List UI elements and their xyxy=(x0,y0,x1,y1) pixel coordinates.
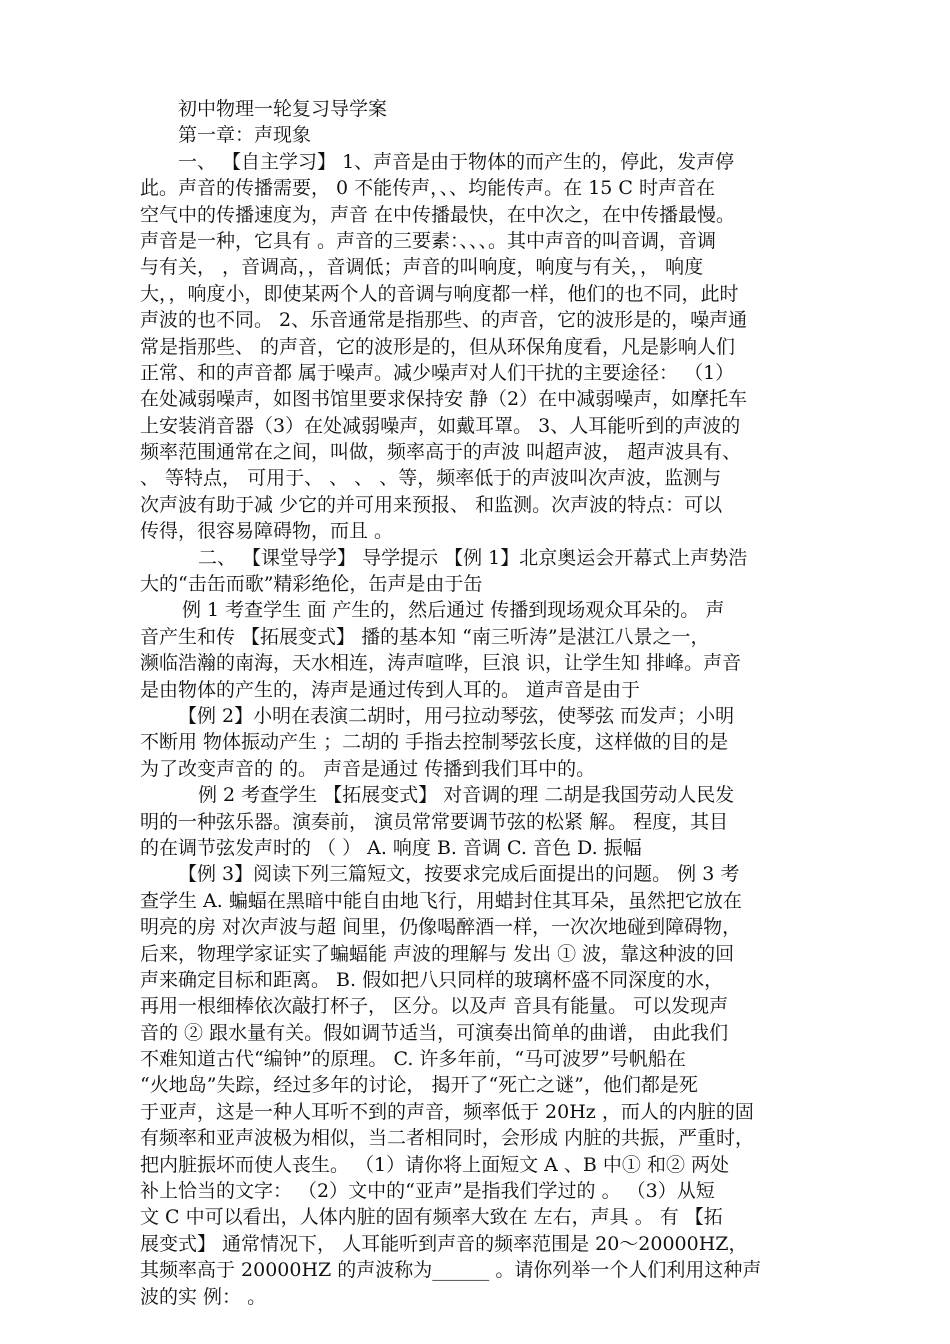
text-line: 例 1 考查学生 面 产生的，然后通过 传播到现场观众耳朵的。 声 xyxy=(182,599,725,622)
text-line: 不难知道古代“编钟”的原理。 C. 许多年前，“马可波罗”号帆船在 xyxy=(140,1048,686,1071)
text-line: 声音是一种，它具有 。声音的三要素：、、、。其中声音的叫音调，音调 xyxy=(140,229,717,252)
text-line: 明亮的房 对次声波与超 间里，仍像喝醉酒一样，一次次地碰到障碍物， xyxy=(140,916,742,939)
text-line: 频率范围通常在之间，叫做，频率高于的声波 叫超声波， 超声波具有、 xyxy=(140,441,742,464)
text-line: 查学生 A. 蝙蝠在黑暗中能自由地飞行，用蜡封住其耳朵，虽然把它放在 xyxy=(140,889,742,912)
text-line: 展变式】 通常情况下， 人耳能听到声音的频率范围是 20～20000HZ， xyxy=(140,1232,748,1255)
text-line: 大，，响度小，即使某两个人的音调与响度都一样，他们的也不同，此时 xyxy=(140,282,739,305)
text-line: 其频率高于 20000HZ 的声波称为______ 。请你列举一个人们利用这种声 xyxy=(140,1259,762,1282)
text-line: 例 2 考查学生 【拓展变式】 对音调的理 二胡是我国劳动人民发 xyxy=(198,784,735,807)
text-line: 明的一种弦乐器。演奏前， 演员常常要调节弦的松紧 解。 程度，其目 xyxy=(140,810,729,833)
text-line: 大的“击缶而歌”精彩绝伦，缶声是由于缶 xyxy=(140,573,483,596)
text-line: 次声波有助于减 少它的并可用来预报、 和监测。次声波的特点：可以 xyxy=(140,493,723,516)
text-line: 波的实 例： 。 xyxy=(140,1285,267,1308)
text-line: 在处减弱噪声，如图书馆里要求保持安 静（2）在中减弱噪声，如摩托车 xyxy=(140,388,748,411)
text-line: 是由物体的产生的，涛声是通过传到人耳的。 道声音是由于 xyxy=(140,678,641,701)
text-line: 的在调节弦发声时的 （ ） A. 响度 B. 音调 C. 音色 D. 振幅 xyxy=(140,836,642,859)
text-line: 濒临浩瀚的南海，天水相连，涛声喧哗，巨浪 识，让学生知 排峰。声音 xyxy=(140,652,742,675)
text-line: 【例 2】小明在表演二胡时，用弓拉动琴弦，使琴弦 而发声；小明 xyxy=(178,704,735,727)
document-body xyxy=(140,96,862,1310)
text-line: 声波的也不同。 2、乐音通常是指那些、的声音，它的波形是的，噪声通 xyxy=(140,309,748,332)
text-line: 把内脏振坏而使人丧生。 （1）请你将上面短文 A 、B 中① 和② 两处 xyxy=(140,1153,730,1176)
text-line: 、 等特点， 可用于、 、 、 、等，频率低于的声波叫次声波，监测与 xyxy=(140,467,722,490)
text-line: 常是指那些、 的声音，它的波形是的，但从环保角度看，凡是影响人们 xyxy=(140,335,736,358)
text-line: 传得，很容易障碍物，而且 。 xyxy=(140,520,394,543)
document-title: 初中物理一轮复习导学案 xyxy=(178,98,388,120)
text-line: 补上恰当的文字： （2）文中的“亚声”是指我们学过的 。 （3）从短 xyxy=(140,1180,715,1203)
text-line: 与有关， ，音调高，，音调低；声音的叫响度，响度与有关，， 响度 xyxy=(140,256,704,279)
text-line: “火地岛”失踪，经过多年的讨论， 揭开了“死亡之谜”，他们都是死 xyxy=(140,1074,698,1097)
text-line: 文 C 中可以看出，人体内脏的固有频率大致在 左右，声具 。 有 【拓 xyxy=(140,1206,723,1229)
text-line: 空气中的传播速度为，声音 在中传播最快，在中次之，在中传播最慢。 xyxy=(140,203,736,226)
text-line: 此。声音的传播需要， 0 不能传声，、、均能传声。在 15 C 时声音在 xyxy=(140,177,716,200)
chapter-heading: 第一章：声现象 xyxy=(178,124,312,147)
text-line: 不断用 物体振动产生 ；二胡的 手指去控制琴弦长度，这样做的目的是 xyxy=(140,731,729,754)
text-line: 后来，物理学家证实了蝙蝠能 声波的理解与 发出 ① 波，靠这种波的回 xyxy=(140,942,735,965)
text-line: 声来确定目标和距离。 B. 假如把八只同样的玻璃杯盛不同深度的水， xyxy=(140,968,724,991)
text-line: 音的 ② 跟水量有关。假如调节适当，可演奏出简单的曲谱， 由此我们 xyxy=(140,1021,729,1044)
section-heading-line: 二、 【课堂导学】 导学提示 【例 1】北京奥运会开幕式上声势浩 xyxy=(198,546,748,569)
text-line: 为了改变声音的 的。 声音是通过 传播到我们耳中的。 xyxy=(140,757,596,780)
text-line: 于亚声，这是一种人耳听不到的声音，频率低于 20Hz ，而人的内脏的固 xyxy=(140,1100,754,1123)
text-line: 一、 【自主学习】 1、声音是由于物体的而产生的，停此，发声停 xyxy=(178,150,735,173)
text-line: 再用一根细棒依次敲打杯子， 区分。以及声 音具有能量。 可以发现声 xyxy=(140,995,729,1018)
text-line: 有频率和亚声波极为相似，当二者相同时，会形成 内脏的共振，严重时， xyxy=(140,1127,755,1150)
text-line: 【例 3】阅读下列三篇短文，按要求完成后面提出的问题。 例 3 考 xyxy=(178,863,740,886)
text-line: 正常、和的声音都 属于噪声。减少噪声对人们干扰的主要途径： （1） xyxy=(140,361,735,384)
text-line: 音产生和传 【拓展变式】 播的基本知 “南三听涛”是湛江八景之一， xyxy=(140,625,710,648)
text-line: 上安装消音器（3）在处减弱噪声，如戴耳罩。 3、人耳能听到的声波的 xyxy=(140,414,741,437)
